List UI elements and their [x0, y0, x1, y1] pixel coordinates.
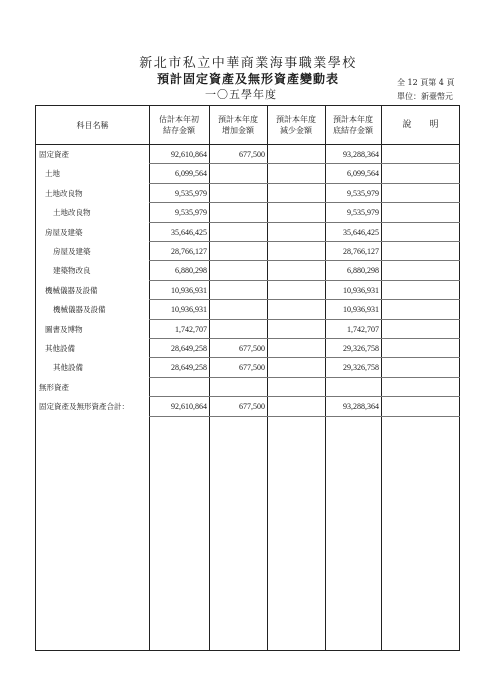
row-begin-amount: 10,936,931 [171, 305, 207, 315]
row-end-amount: 6,099,564 [347, 169, 379, 179]
row-begin-amount: 10,936,931 [171, 285, 207, 295]
row-account-name: 土地 [45, 169, 60, 179]
row-separator [381, 377, 460, 378]
col-header-begin: 估計本年初 結存金額 [159, 115, 199, 135]
row-decrease-amount [267, 339, 323, 358]
row-increase-amount [209, 242, 265, 261]
col-header-note: 說 明 [402, 119, 439, 130]
asset-change-table [35, 105, 460, 651]
row-account-name: 建築物改良 [53, 266, 91, 276]
row-separator [267, 416, 325, 417]
row-decrease-amount [267, 184, 323, 203]
row-decrease-amount [267, 145, 323, 164]
row-end-amount: 28,766,127 [343, 247, 379, 256]
row-account-name: 房屋及建築 [45, 227, 83, 237]
row-separator [381, 202, 460, 203]
row-begin-amount: 9,535,979 [175, 188, 207, 198]
row-begin-amount: 28,649,258 [171, 344, 207, 353]
row-increase-amount [209, 378, 265, 397]
row-increase-amount: 677,500 [239, 363, 265, 373]
row-begin-amount: 35,646,425 [171, 227, 207, 237]
row-end-amount: 10,936,931 [343, 285, 379, 295]
row-separator [381, 416, 460, 417]
row-separator [381, 222, 460, 223]
row-begin-amount: 28,766,127 [171, 247, 207, 256]
row-account-name: 固定資產 [39, 150, 69, 159]
row-decrease-amount [267, 358, 323, 377]
row-account-name: 土地改良物 [45, 188, 83, 198]
row-account-name: 固定資產及無形資產合計： [39, 402, 129, 412]
row-account-name: 機械儀器及設備 [45, 285, 98, 295]
row-begin-amount: 92,610,864 [171, 402, 207, 412]
column-divider [381, 106, 382, 650]
row-end-amount: 29,326,758 [343, 344, 379, 353]
row-begin-amount: 92,610,864 [171, 150, 207, 159]
row-account-name: 機械儀器及設備 [53, 305, 106, 315]
row-begin-amount: 1,742,707 [175, 324, 207, 334]
row-increase-amount [209, 320, 265, 339]
row-account-name: 土地改良物 [53, 208, 91, 218]
row-decrease-amount [267, 261, 323, 280]
col-header-increase: 預計本年度 增加金額 [218, 115, 258, 135]
row-separator [381, 241, 460, 242]
page-info: 全 12 頁第 4 頁 [397, 78, 455, 87]
row-account-name: 其他設備 [45, 344, 75, 353]
row-separator [209, 416, 267, 417]
row-increase-amount [209, 203, 265, 222]
row-decrease-amount [267, 164, 323, 183]
row-end-amount: 93,288,364 [343, 150, 379, 159]
row-begin-amount: 9,535,979 [175, 208, 207, 218]
row-end-amount: 1,742,707 [347, 324, 379, 334]
row-decrease-amount [267, 223, 323, 242]
row-decrease-amount [267, 378, 323, 397]
row-separator [381, 357, 460, 358]
row-separator [381, 183, 460, 184]
col-header-name: 科目名稱 [76, 120, 109, 130]
row-decrease-amount [267, 203, 323, 222]
row-increase-amount [209, 300, 265, 319]
row-begin-amount [149, 378, 207, 397]
row-separator [381, 260, 460, 261]
row-increase-amount: 677,500 [239, 344, 265, 353]
currency-unit: 單位：新臺幣元 [397, 92, 453, 101]
col-header-decrease: 預計本年度 減少金額 [276, 115, 316, 135]
row-increase-amount [209, 184, 265, 203]
row-increase-amount [209, 223, 265, 242]
school-name: 新北市私立中華商業海事職業學校 [139, 56, 357, 71]
row-end-amount: 9,535,979 [347, 208, 379, 218]
row-end-amount: 9,535,979 [347, 188, 379, 198]
row-increase-amount [209, 261, 265, 280]
row-end-amount: 35,646,425 [343, 227, 379, 237]
row-decrease-amount [267, 397, 323, 416]
row-account-name: 圖書及博物 [45, 324, 83, 334]
row-increase-amount [209, 164, 265, 183]
row-separator [381, 319, 460, 320]
col-header-end: 預計本年度 底結存金額 [333, 115, 373, 135]
row-separator [325, 416, 381, 417]
row-end-amount: 93,288,364 [343, 402, 379, 412]
row-end-amount: 29,326,758 [343, 363, 379, 373]
row-end-amount [325, 378, 379, 397]
fiscal-year: 一〇五學年度 [205, 88, 277, 101]
row-increase-amount: 677,500 [239, 150, 265, 159]
row-account-name: 其他設備 [53, 363, 83, 373]
row-end-amount: 10,936,931 [343, 305, 379, 315]
row-account-name: 房屋及建築 [53, 247, 91, 256]
report-title: 預計固定資產及無形資產變動表 [156, 72, 339, 86]
row-decrease-amount [267, 242, 323, 261]
row-decrease-amount [267, 320, 323, 339]
row-end-amount: 6,880,298 [347, 266, 379, 276]
row-separator [381, 338, 460, 339]
row-separator [149, 416, 209, 417]
row-increase-amount: 677,500 [239, 402, 265, 412]
row-separator [381, 280, 460, 281]
row-decrease-amount [267, 281, 323, 300]
row-begin-amount: 6,099,564 [175, 169, 207, 179]
row-separator [381, 163, 460, 164]
row-begin-amount: 6,880,298 [175, 266, 207, 276]
row-account-name: 無形資產 [39, 382, 69, 392]
row-begin-amount: 28,649,258 [171, 363, 207, 373]
row-separator [381, 396, 460, 397]
row-separator [381, 299, 460, 300]
row-decrease-amount [267, 300, 323, 319]
row-increase-amount [209, 281, 265, 300]
